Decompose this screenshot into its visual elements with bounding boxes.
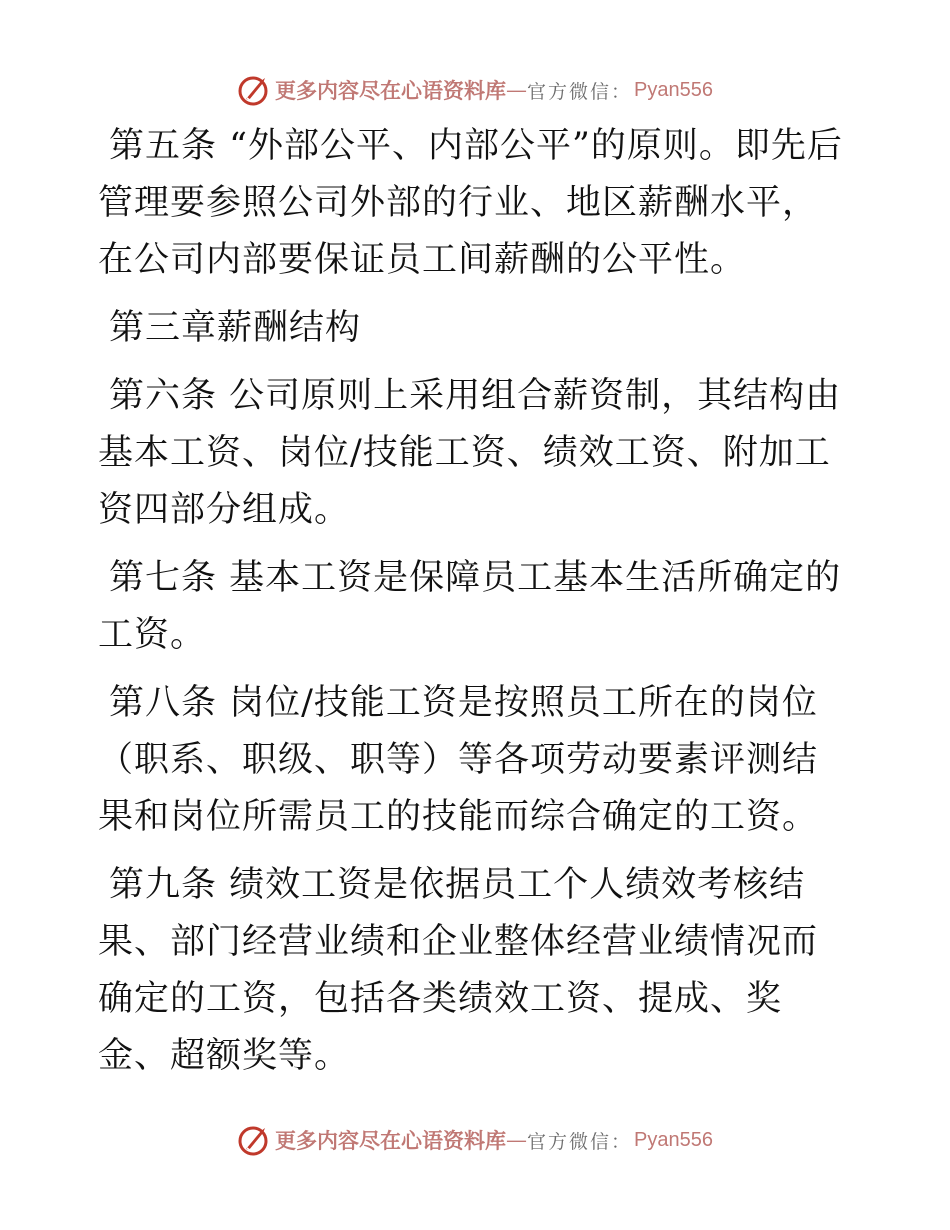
paragraph-text: 第八条 岗位/技能工资是按照员工所在的岗位（职系、职级、职等）等各项劳动要素评测结果和岗位所需员工的技能而综合确定的工资。 — [98, 683, 819, 837]
article-7-paragraph — [98, 550, 853, 664]
quill-pen-circle-icon — [237, 73, 271, 107]
watermark-official-label: 官方微信 — [527, 80, 612, 103]
quill-pen-circle-icon — [237, 1123, 271, 1157]
watermark-separator: — — [506, 78, 527, 102]
article-6-paragraph — [98, 368, 853, 539]
paragraph-text: 第六条 公司原则上采用组合薪资制，其结构由基本工资、岗位/技能工资、绩效工资、附加工资四部分组成。 — [98, 376, 842, 530]
watermark-colon: ： — [611, 80, 631, 103]
article-8-paragraph — [98, 675, 853, 846]
watermark-separator: — — [506, 1128, 527, 1152]
watermark-official-label: 官方微信 — [527, 1130, 612, 1153]
watermark-account: Pyan556 — [634, 1128, 713, 1151]
document-body — [98, 118, 853, 1096]
chapter-3-heading: 第三章薪酬结构 — [109, 308, 362, 348]
watermark-account: Pyan556 — [634, 78, 713, 101]
watermark-text: 更多内容尽在心语资料库 — [275, 1128, 506, 1153]
paragraph-text: 第九条 绩效工资是依据员工个人绩效考核结果、部门经营业绩和企业整体经营业绩情况而确定的工资，包括各类绩效工资、提成、奖金、超额奖等。 — [98, 865, 819, 1076]
watermark-banner-bottom — [0, 1120, 950, 1160]
paragraph-text: 第七条 基本工资是保障员工基本生活所确定的工资。 — [98, 558, 842, 655]
watermark-text: 更多内容尽在心语资料库 — [275, 78, 506, 103]
article-9-paragraph — [98, 857, 853, 1085]
watermark-banner-top — [0, 70, 950, 110]
watermark-colon: ： — [611, 1130, 631, 1153]
article-5-paragraph — [98, 118, 853, 289]
paragraph-text: 第五条 “外部公平、内部公平”的原则。即先后管理要参照公司外部的行业、地区薪酬水平，在公司内部要保证员工间薪酬的公平性。 — [98, 126, 843, 280]
